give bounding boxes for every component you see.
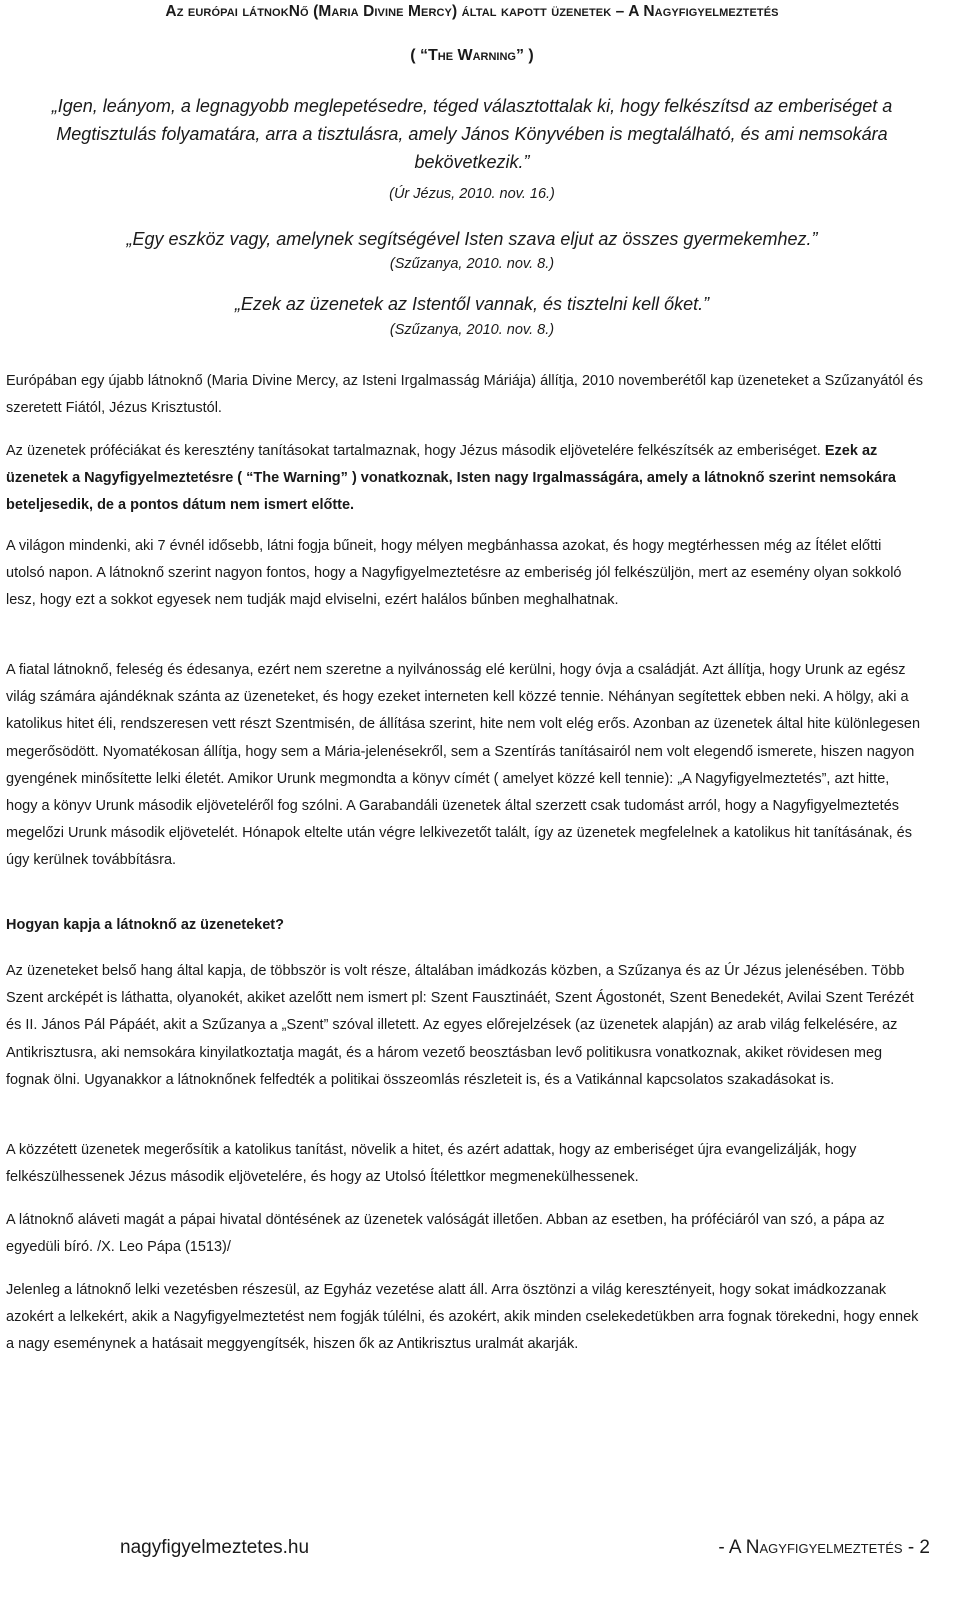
quote-mary-1: „Egy eszköz vagy, amelynek segítségével Isten szava eljut az összes gyermekemhez.” [126,229,818,249]
paragraph-how-received: Az üzeneteket belső hang által kapja, de többször is volt része, általában imádkozás közben, a Szűzanya és az Úr Jézus jelenésében. Több Szent arcképét is láthatta, olyanokét, akiket azelőtt nem ismert pl: Szent Fausztináét, Szent Ágostonét, Szent Benedekét, Avilai Szent Terézét és II. János Pál Pápáét, akit a Szűzanya a „Szent” szóval illetett. Az egyes előrejelzések (az üzenetek alapján) az arab világ felkelésére, az Antikrisztusra, aki nemsokára kinyilatkoztatja magát, és a három vezető beosztásban levő politikusra vonatkoznak, akiket rövidesen meg fognak ölni. Ugyanakkor a látnoknőnek felfedték a politikai összeomlás részleteit is, és a Vatikánnal kapcsolatos szakadásokat is. [6,963,914,1088]
quote-source: (Úr Jézus, 2010. nov. 16.) [389,186,555,202]
quote-source: (Szűzanya, 2010. nov. 8.) [389,256,555,272]
quote-source: (Szűzanya, 2010. nov. 8.) [389,322,555,338]
paragraph-seer: A fiatal látnoknő, feleség és édesanya, ezért nem szeretne a nyilvánosság elé kerülni, hogy óvja a családját. Azt állítja, hogy Urunk az egész világ számára ajándéknak szánta az üzeneteket, és hogy ezeket interneten kell közzé tennie. Néhányan segítettek ebben neki. A hölgy, aki a katolikus hitet éli, rendszeresen vett részt Szentmisén, de állítása szerint, hite nem volt elég erős. Azonban az üzenetek által hite különlegesen megerősödött. Nyomatékosan állítja, hogy sem a Mária-jelenésekről, sem a Szentírás tanításairól nem volt elegendő ismerete, hiszen nagyon gyengének minősítette lelki életét. Amikor Urunk megmondta a könyv címét ( amelyet közzé kell tennie): „A Nagyfigyelmeztetés”, azt hitte, hogy a könyv Urunk második eljöveteléről fog szólni. A Garabandáli üzenetek által szerzett csak tudomást arról, hogy a Nagyfigyelmeztetés megelőzi Urunk második eljövetelét. Hónapok eltelte után végre lelkivezetőt talált, így az üzenetek megfelelnek a katolikus hit tanításának, és úgy kerülnek továbbításra. [6,662,921,869]
document-title: Az európai látnokNő (Maria Divine Mercy) által kapott üzenetek – A Nagyfigyelmeztetés [165,3,779,20]
paragraph-messages [6,438,924,520]
document-subtitle: ( “The Warning” ) [410,47,534,64]
section-heading: Hogyan kapja a látnoknő az üzeneteket? [6,917,284,933]
quote-mary-2: „Ezek az üzenetek az Istentől vannak, és tisztelni kell őket.” [234,294,710,314]
footer-website: nagyfigyelmeztetes.hu [120,1537,310,1558]
paragraph-bold-text: Ezek az üzenetek a Nagyfigyelmeztetésre ( “The Warning” ) vonatkoznak, Isten nagy Irgalmasságára, amely a látnoknő szerint nemsokára beteljesedik, de a pontos dátum nem ismert előtte. [6,443,896,514]
paragraph-warning: A világon mindenki, aki 7 évnél idősebb, látni fogja bűneit, hogy mélyen megbánhassa azokat, és hogy megtérhessen még az Ítélet előtti utolsó napon. A látnoknő szerint nagyon fontos, hogy a Nagyfigyelmeztetésre az emberiség jól felkészüljön, mert az esemény olyan sokkoló lesz, hogy ezt a sokkot egyesek nem tudják majd elviselni, ezért halálos bűnben meghalhatnak. [6,538,902,609]
footer-page-label: - A Nagyfigyelmeztetés - 2 [718,1537,930,1558]
paragraph-guidance: Jelenleg a látnoknő lelki vezetésben részesül, az Egyház vezetése alatt áll. Arra ösztönzi a világ keresztényeit, hogy sokat imádkozzanak azokért a lelkekért, akik a Nagyfigyelmeztetést nem fogják túlélni, és azokért, akik minden cselekedetükben arra fognak törekedni, hogy ennek a nagy eseménynek a hatásait meggyengítsék, hiszen ők az Antikrisztus uralmát akarják. [6,1282,919,1353]
paragraph-intro: Európában egy újabb látnoknő (Maria Divine Mercy, az Isteni Irgalmasság Máriája) állítja, 2010 novemberétől kap üzeneteket a Szűzanyától és szeretett Fiától, Jézus Krisztustól. [6,373,923,417]
paragraph-text: Az üzenetek próféciákat és keresztény tanításokat tartalmaznak, hogy Jézus második eljövetelére felkészítsék az emberiséget. [6,443,825,459]
paragraph-confirmation: A közzétett üzenetek megerősítik a katolikus tanítást, növelik a hitet, és azért adattak, hogy az emberiséget újra evangelizálják, hogy felkészülhessenek Jézus második eljövetelére, és hogy az Utolsó Ítélettkor megmenekülhessenek. [6,1142,857,1186]
paragraph-papal: A látnoknő aláveti magát a pápai hivatal döntésének az üzenetek valóságát illetően. Abban az esetben, ha próféciáról van szó, a pápa az egyedüli bíró. /X. Leo Pápa (1513)/ [6,1212,885,1256]
quote-jesus: „Igen, leányom, a legnagyobb meglepetésedre, téged választottalak ki, hogy felkészítsd az emberiséget a Megtisztulás folyamatára, arra a tisztulásra, amely János Könyvében is megtalálható, és ami nemsokára bekövetkezik.” [51,96,893,172]
